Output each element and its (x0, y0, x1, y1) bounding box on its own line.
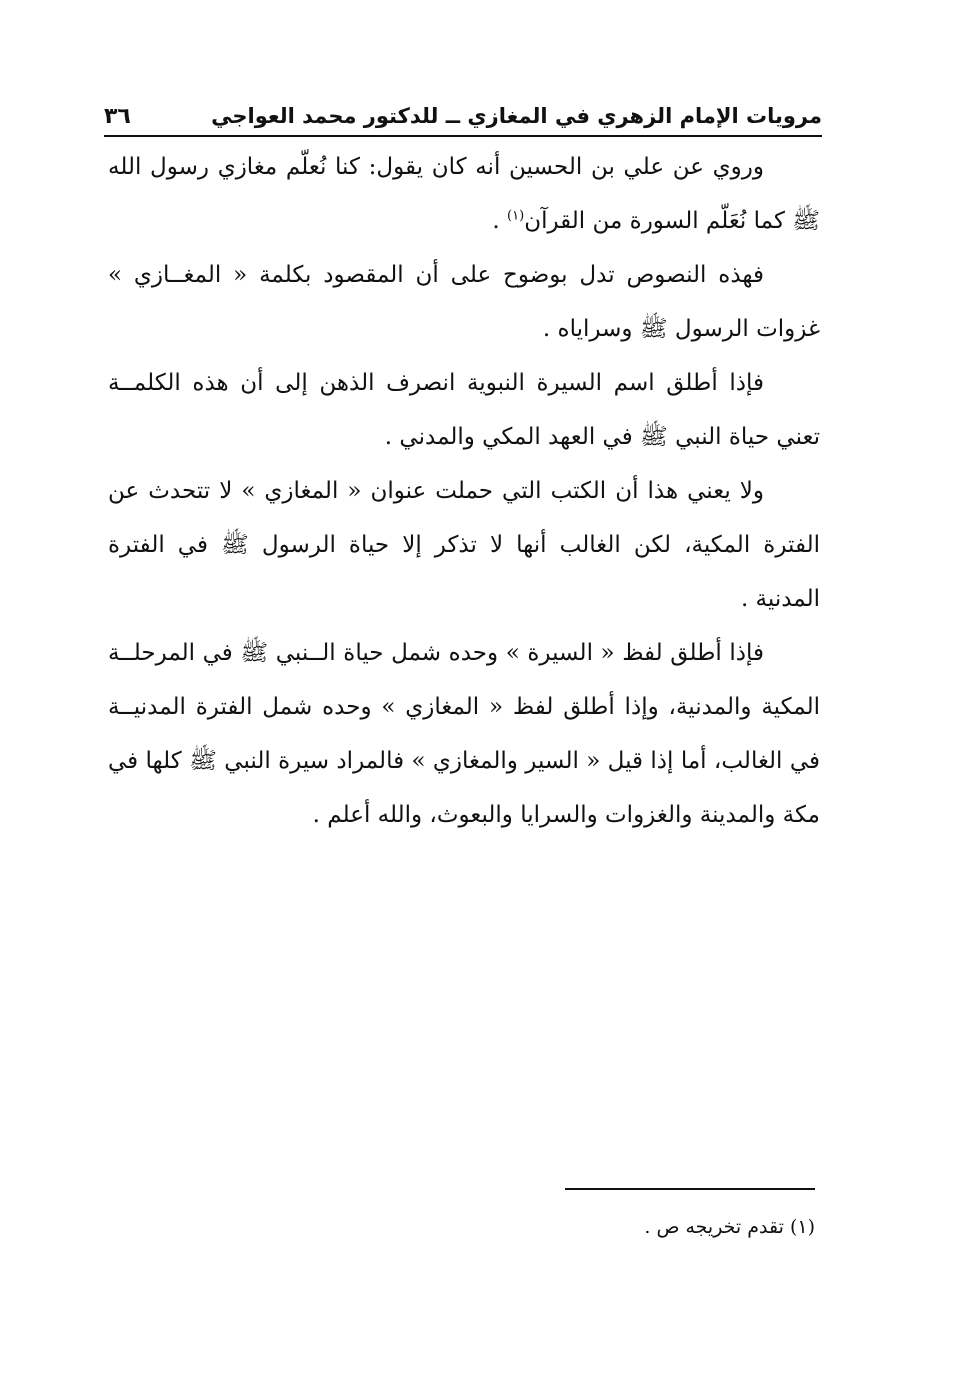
paragraph-3: فإذا أطلق اسم السيرة النبوية انصرف الذهن إلى أن هذه الكلمــة تعني حياة النبي ﷺ في العهد المكي والمدني . (108, 370, 820, 450)
footnote-1: (١) تقدم تخريجه ص . (644, 1216, 815, 1238)
paragraph-2: فهذه النصوص تدل بوضوح على أن المقصود بكلمة « المغــازي » غزوات الرسول ﷺ وسراياه . (108, 262, 820, 342)
header-title: مرويات الإمام الزهري في المغازي ــ للدكتور محمد العواجي (211, 104, 822, 128)
paragraph-1-text: وروي عن علي بن الحسين أنه كان يقول: كنا نُعلّم مغازي رسول الله ﷺ كما نُعَلّم السورة من القرآن (108, 154, 820, 234)
footnote-reference: (١) (507, 208, 525, 224)
paragraph-5: فإذا أطلق لفظ « السيرة » وحده شمل حياة الــنبي ﷺ في المرحلــة المكية والمدنية، وإذا أطلق لفظ « المغازي » وحده شمل الفترة المدنيــة في الغالب، أما إذا قيل « السير والمغازي » فالمراد سيرة النبي ﷺ كلها في مكة والمدينة والغزوات والسرايا والبعوث، والله أعلم . (108, 640, 820, 828)
paragraph-1-end: . (492, 208, 508, 234)
footnote-rule (565, 1188, 815, 1190)
running-header (104, 96, 822, 136)
body-text (108, 140, 820, 842)
header-rule (104, 135, 822, 137)
paragraph-4: ولا يعني هذا أن الكتب التي حملت عنوان « المغازي » لا تتحدث عن الفترة المكية، لكن الغالب أنها لا تذكر إلا حياة الرسول ﷺ في الفترة المدنية . (108, 478, 820, 612)
paragraph-1 (108, 140, 820, 248)
page-number: ٣٦ (104, 103, 131, 129)
